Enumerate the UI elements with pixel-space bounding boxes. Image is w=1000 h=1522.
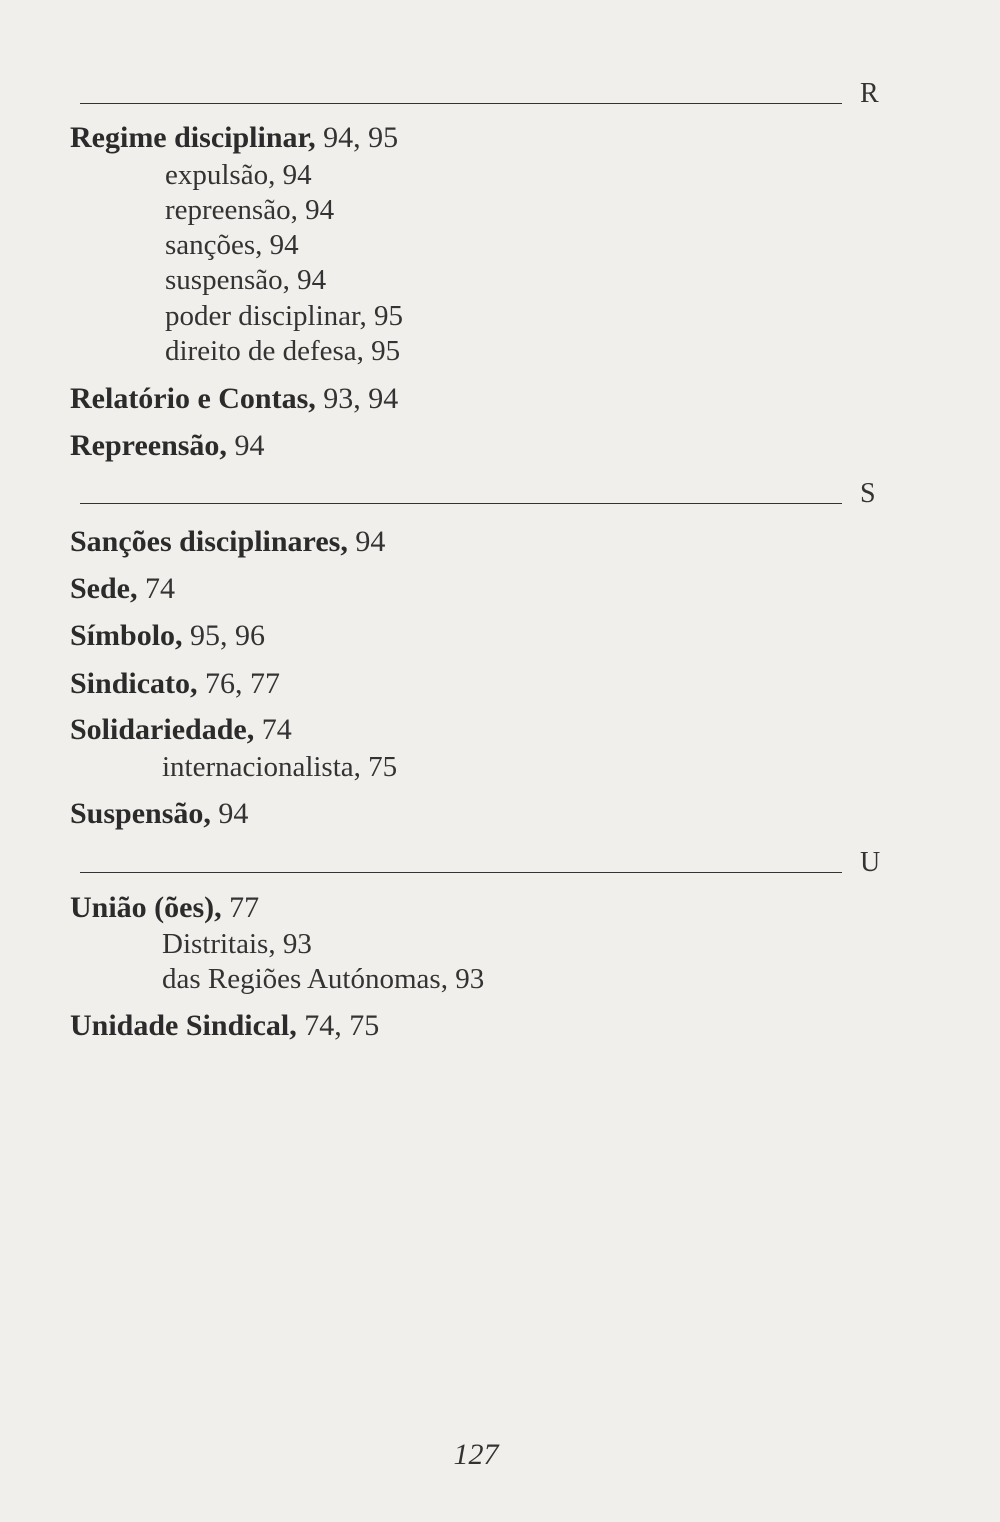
index-entry — [70, 712, 292, 748]
section-header-r — [80, 64, 900, 109]
index-entry — [70, 571, 175, 607]
entry-pages: 94 — [234, 429, 265, 462]
index-subentry: repreensão, 94 — [165, 194, 335, 226]
index-subentry: poder disciplinar, 95 — [165, 300, 404, 332]
index-subentry: suspensão, 94 — [165, 264, 327, 296]
entry-term: Sindicato, — [70, 667, 198, 700]
entry-pages: 74 — [145, 572, 175, 605]
entry-pages: 95, 96 — [190, 619, 266, 652]
index-entry — [70, 428, 264, 464]
entry-pages: 94 — [218, 797, 249, 830]
index-entry — [70, 890, 259, 926]
index-subentry: internacionalista, 75 — [162, 751, 398, 783]
index-entry — [70, 120, 398, 156]
index-subentry: direito de defesa, 95 — [165, 335, 401, 367]
section-rule — [80, 872, 842, 873]
entry-term: Relatório e Contas, — [70, 382, 316, 415]
index-subentry: sanções, 94 — [165, 229, 299, 261]
entry-term: Símbolo, — [70, 619, 183, 652]
entry-pages: 77 — [229, 891, 260, 924]
entry-pages: 94, 95 — [323, 121, 399, 154]
entry-pages: 74, 75 — [304, 1009, 380, 1042]
entry-pages: 94 — [355, 525, 386, 558]
section-rule — [80, 503, 842, 504]
entry-term: Suspensão, — [70, 797, 211, 830]
index-entry — [70, 1008, 379, 1044]
entry-term: Solidariedade, — [70, 713, 255, 746]
entry-term: Sede, — [70, 572, 138, 605]
entry-term: Unidade Sindical, — [70, 1009, 297, 1042]
section-letter: S — [860, 478, 876, 509]
index-subentry: expulsão, 94 — [165, 159, 312, 191]
entry-term: Regime disciplinar, — [70, 121, 316, 154]
entry-term: Repreensão, — [70, 429, 227, 462]
entry-term: União (ões), — [70, 891, 222, 924]
section-letter: R — [860, 78, 879, 109]
index-entry — [70, 666, 280, 702]
section-letter: U — [860, 847, 881, 878]
index-entry — [70, 796, 248, 832]
section-header-u — [80, 833, 900, 878]
entry-term: Sanções disciplinares, — [70, 525, 348, 558]
section-rule — [80, 103, 842, 104]
entry-pages: 93, 94 — [323, 382, 399, 415]
index-entry — [70, 618, 265, 654]
page-number-text: 127 — [453, 1438, 499, 1471]
section-header-s — [80, 464, 900, 509]
index-subentry: Distritais, 93 — [162, 928, 312, 960]
entry-pages: 76, 77 — [205, 667, 281, 700]
page-number — [0, 1438, 1000, 1472]
index-entry — [70, 381, 398, 417]
index-subentry: das Regiões Autónomas, 93 — [162, 963, 485, 995]
index-entry — [70, 524, 385, 560]
entry-pages: 74 — [261, 713, 292, 746]
